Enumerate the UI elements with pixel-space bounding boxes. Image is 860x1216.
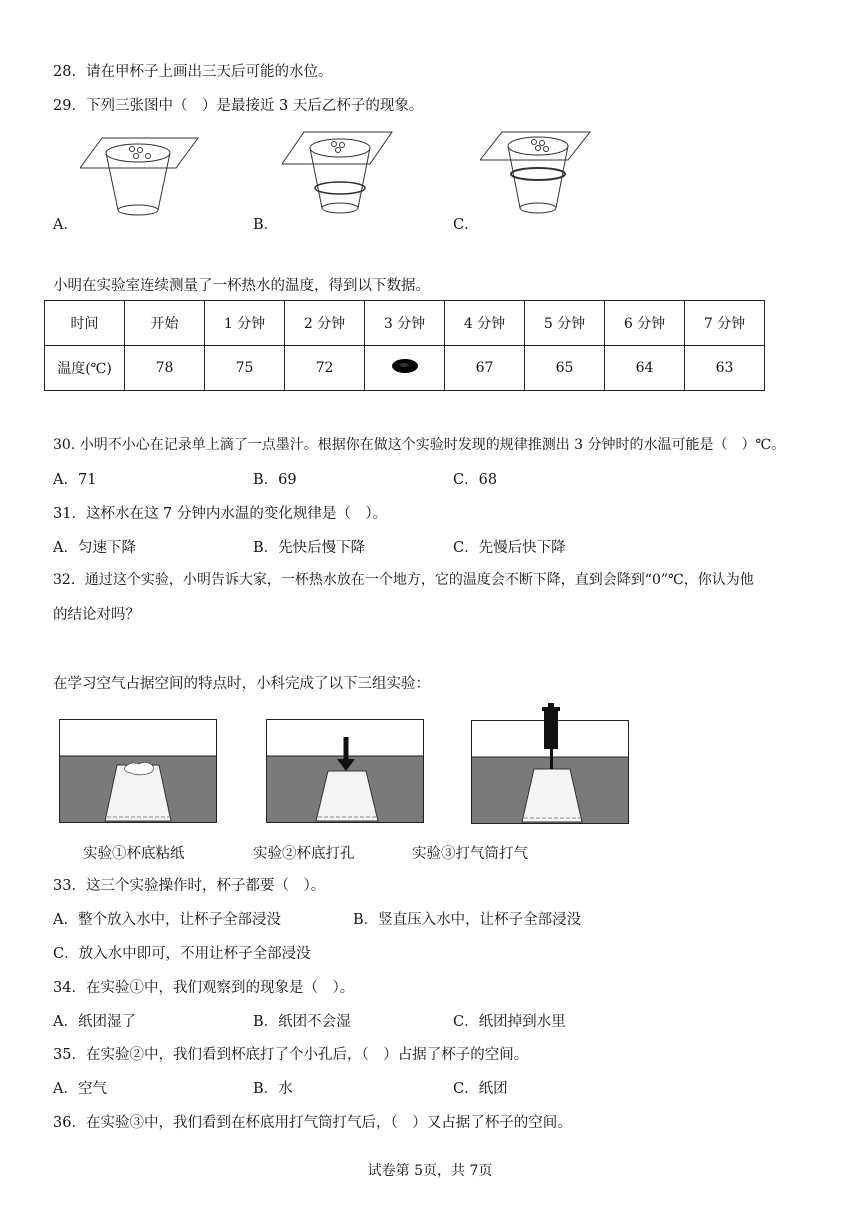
- temperature-intro: 小明在实验室连续测量了一杯热水的温度，得到以下数据。: [53, 278, 430, 294]
- experiment-2-figure: [266, 719, 424, 823]
- q29-option-b[interactable]: B．: [253, 217, 279, 233]
- table-cell: 64: [605, 346, 685, 391]
- question-36: 36．在实验③中，我们看到在杯底用打气筒打气后，（ ）又占据了杯子的空间。: [53, 1115, 572, 1131]
- table-row-label: 温度(℃): [45, 346, 125, 391]
- question-31: 31．这杯水在这 7 分钟内水温的变化规律是（ ）。: [53, 506, 388, 522]
- q30-option-b[interactable]: B．69: [253, 472, 297, 488]
- question-28: 28．请在甲杯子上画出三天后可能的水位。: [53, 64, 333, 80]
- experiment-3-figure: [470, 703, 630, 824]
- q34-option-c[interactable]: C．纸团掉到水里: [453, 1014, 566, 1030]
- table-cell: 5 分钟: [525, 301, 605, 346]
- q34-option-a[interactable]: A．纸团湿了: [53, 1014, 136, 1030]
- table-cell: 6 分钟: [605, 301, 685, 346]
- q29-option-c[interactable]: C．: [453, 217, 479, 233]
- ink-blot-cell: [365, 346, 445, 391]
- table-cell: 1 分钟: [205, 301, 285, 346]
- q35-option-a[interactable]: A．空气: [53, 1081, 107, 1097]
- table-row: [45, 346, 765, 391]
- q29-option-a[interactable]: A．: [53, 217, 78, 233]
- table-cell: 7 分钟: [685, 301, 765, 346]
- air-intro: 在学习空气占据空间的特点时，小科完成了以下三组实验：: [53, 676, 430, 692]
- q35-option-b[interactable]: B．水: [253, 1081, 293, 1097]
- experiment-2-caption: 实验②杯底打孔: [253, 846, 355, 862]
- question-30: 30. 小明不小心在记录单上滴了一点墨汁。根据你在做这个实验时发现的规律推测出 3 分钟时的水温可能是（ ）℃。: [53, 437, 786, 453]
- question-32-line-1: 32．通过这个实验，小明告诉大家，一杯热水放在一个地方，它的温度会不断下降，直到会降到“0”℃，你认为他: [53, 572, 754, 588]
- experiment-1-figure: [59, 719, 217, 823]
- q30-option-a[interactable]: A．71: [53, 472, 97, 488]
- q31-option-b[interactable]: B．先快后慢下降: [253, 540, 366, 556]
- q33-option-b[interactable]: B．竖直压入水中，让杯子全部浸没: [353, 912, 582, 928]
- question-35: 35．在实验②中，我们看到杯底打了个小孔后，（ ）占据了杯子的空间。: [53, 1047, 529, 1063]
- cup-figure-c: [480, 128, 600, 228]
- cup-figure-b: [282, 128, 402, 228]
- table-cell: 75: [205, 346, 285, 391]
- question-32-line-2: 的结论对吗？: [53, 607, 140, 623]
- q33-option-a[interactable]: A．整个放入水中，让杯子全部浸没: [53, 912, 281, 928]
- question-33: 33．这三个实验操作时，杯子都要（ ）。: [53, 878, 326, 894]
- experiment-1-caption: 实验①杯底粘纸: [83, 846, 185, 862]
- table-cell: 时间: [45, 301, 125, 346]
- table-header-row: [45, 301, 765, 346]
- q30-option-c[interactable]: C．68: [453, 472, 498, 488]
- ink-blot-icon: [390, 357, 420, 375]
- q35-option-c[interactable]: C．纸团: [453, 1081, 508, 1097]
- table-cell: 4 分钟: [445, 301, 525, 346]
- page-footer: 试卷第 5页，共 7页: [367, 1163, 493, 1179]
- experiment-3-caption: 实验③打气筒打气: [412, 846, 528, 862]
- q33-option-c[interactable]: C．放入水中即可，不用让杯子全部浸没: [53, 946, 311, 962]
- table-cell: 67: [445, 346, 525, 391]
- table-cell: 3 分钟: [365, 301, 445, 346]
- temperature-table: [44, 300, 765, 391]
- q31-option-a[interactable]: A．匀速下降: [53, 540, 136, 556]
- q34-option-b[interactable]: B．纸团不会湿: [253, 1014, 351, 1030]
- table-cell: 63: [685, 346, 765, 391]
- table-cell: 72: [285, 346, 365, 391]
- table-cell: 78: [125, 346, 205, 391]
- table-cell: 65: [525, 346, 605, 391]
- question-29: 29．下列三张图中（ ）是最接近 3 天后乙杯子的现象。: [53, 98, 424, 114]
- question-34: 34．在实验①中，我们观察到的现象是（ ）。: [53, 980, 355, 996]
- q31-option-c[interactable]: C．先慢后快下降: [453, 540, 566, 556]
- cup-figure-a: [80, 128, 200, 228]
- table-cell: 开始: [125, 301, 205, 346]
- table-cell: 2 分钟: [285, 301, 365, 346]
